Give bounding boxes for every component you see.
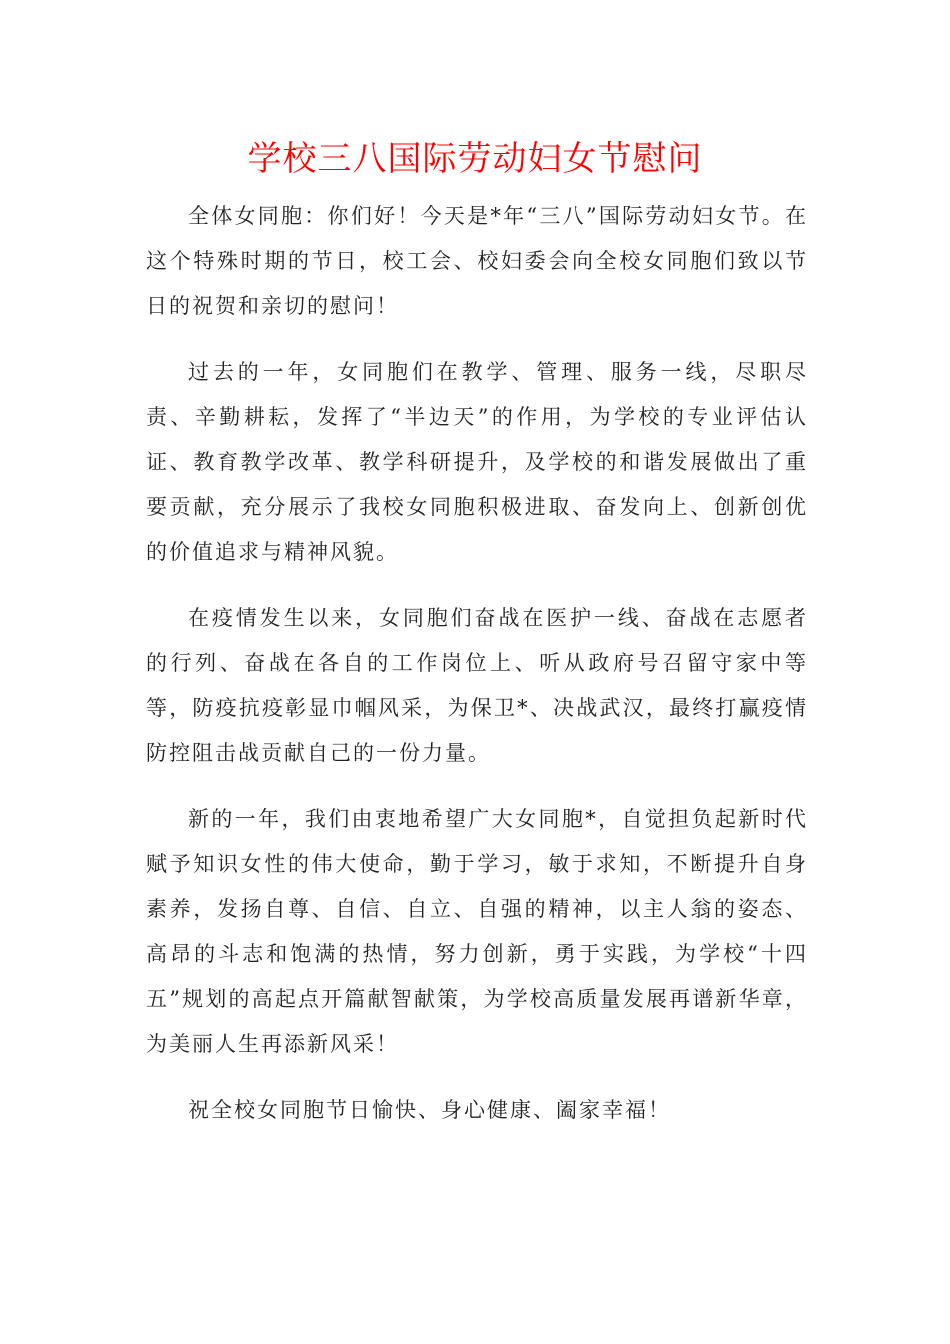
document-body — [146, 194, 808, 1154]
document-title: 学校三八国际劳动妇女节慰问 — [247, 139, 703, 179]
paragraph-greeting: 全体女同胞：你们好！今天是*年“三八”国际劳动妇女节。在这个特殊时期的节日，校工会、校妇委会向全校女同胞们致以节日的祝贺和亲切的慰问！ — [146, 204, 808, 318]
paragraph-past-year: 过去的一年，女同胞们在教学、管理、服务一线，尽职尽责、辛勤耕耘，发挥了“半边天”的作用，为学校的专业评估认证、教育教学改革、教学科研提升，及学校的和谐发展做出了重要贡献，充分展示了我校女同胞积极进取、奋发向上、创新创优的价值追求与精神风貌。 — [146, 360, 808, 564]
paragraph-new-year: 新的一年，我们由衷地希望广大女同胞*，自觉担负起新时代赋予知识女性的伟大使命，勤于学习，敏于求知，不断提升自身素养，发扬自尊、自信、自立、自强的精神，以主人翁的姿态、高昂的斗志和饱满的热情，努力创新，勇于实践，为学校“十四五”规划的高起点开篇献智献策，为学校高质量发展再谱新华章，为美丽人生再添新风采！ — [146, 807, 808, 1056]
paragraph-epidemic: 在疫情发生以来，女同胞们奋战在医护一线、奋战在志愿者的行列、奋战在各自的工作岗位上、听从政府号召留守家中等等，防疫抗疫彰显巾帼风采，为保卫*、决战武汉，最终打赢疫情防控阻击战贡献自己的一份力量。 — [146, 606, 808, 765]
paragraph-closing: 祝全校女同胞节日愉快、身心健康、阖家幸福！ — [188, 1098, 671, 1122]
